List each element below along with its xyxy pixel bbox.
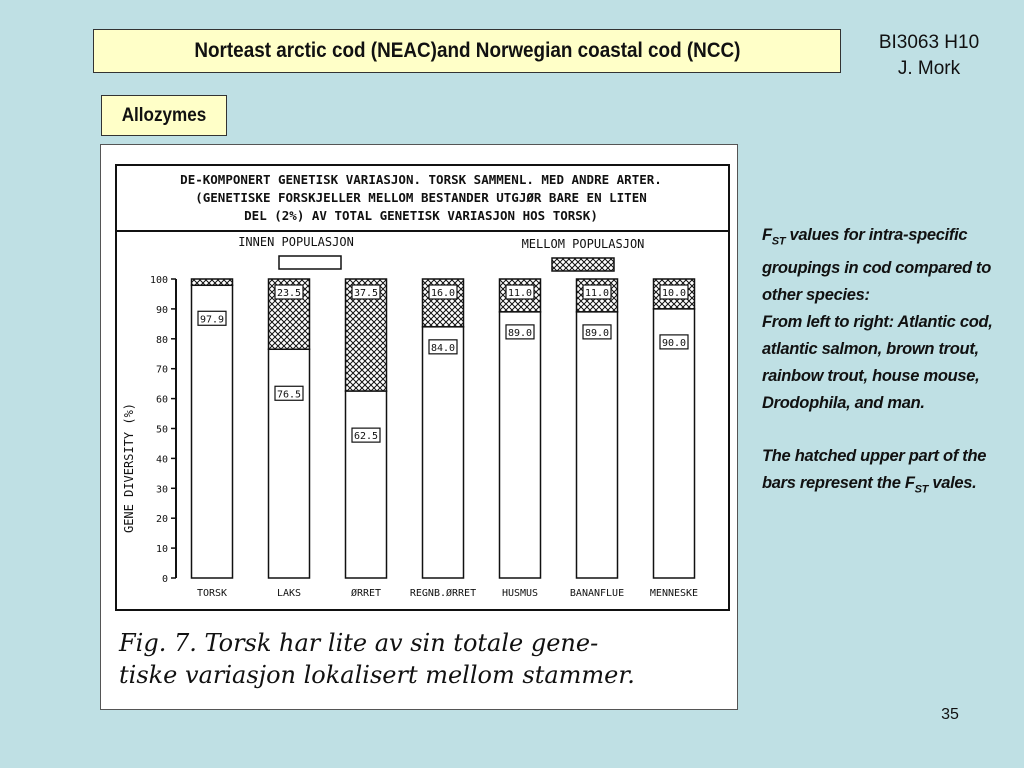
y-axis-label: GENE DIVERSITY (%) (122, 402, 136, 534)
legend-within-swatch (279, 256, 341, 269)
course-code: BI3063 H10 (878, 32, 980, 53)
explanation-text (762, 222, 1014, 504)
figure-header-line-1: DE-KOMPONERT GENETISK VARIASJON. TORSK SAMMENL. MED ANDRE ARTER. (180, 172, 662, 187)
y-tick-label: 10 (155, 544, 168, 556)
x-category-label: TORSK (196, 588, 228, 599)
bar-within-population (577, 312, 618, 578)
value-label-between: 16.0 (430, 288, 456, 299)
explanation-paragraph-1: $F_{ST}$ values for intra-specific groupings in cod compared to other species: (762, 226, 992, 305)
value-label-between: 11.0 (584, 288, 610, 299)
value-label-within: 76.5 (276, 389, 302, 401)
value-label-within: 97.9 (199, 314, 225, 326)
figure-header-line-2: (GENETISKE FORSKJELLER MELLOM BESTANDER UTGJØR BARE EN LITEN (195, 190, 647, 205)
x-category-label: HUSMUS (501, 588, 539, 599)
figure-header-line-3: DEL (2%) AV TOTAL GENETISK VARIASJON HOS TORSK) (244, 208, 598, 223)
explanation-paragraph-3: The hatched upper part of the bars represent the $F_{ST}$ vales. (762, 447, 987, 496)
slide-title: Norteast arctic cod (NEAC)and Norwegian coastal cod (NCC) (193, 39, 741, 62)
y-tick-label: 70 (155, 364, 168, 376)
y-tick-label: 80 (155, 334, 168, 346)
x-category-label: ØRRET (350, 588, 382, 599)
bar-within-population (346, 391, 387, 578)
legend-between-label: MELLOM POPULASJON (521, 237, 645, 251)
y-tick-label: 100 (149, 275, 168, 286)
author-name: J. Mork (897, 58, 961, 79)
bar-within-population (500, 312, 541, 578)
bar-group (192, 279, 699, 599)
bar-between-population (192, 279, 233, 285)
y-tick-label: 20 (155, 514, 168, 526)
topic-tag-box (101, 95, 227, 136)
page-number: 35 (941, 706, 959, 723)
value-label-within: 89.0 (507, 327, 533, 339)
value-label-within: 62.5 (353, 431, 379, 443)
legend-within-label: INNEN POPULASJON (238, 235, 354, 249)
y-tick-label: 90 (155, 304, 168, 316)
value-label-within: 84.0 (430, 342, 456, 354)
value-label-between: 11.0 (507, 288, 533, 299)
x-category-label: LAKS (276, 588, 302, 599)
value-label-between: 37.5 (353, 288, 379, 299)
legend-between-swatch (552, 258, 614, 271)
value-label-between: 10.0 (661, 288, 687, 299)
slide-title-box (93, 29, 841, 73)
figure-caption-line-1: Fig. 7. Torsk har lite av sin totale gene- (119, 629, 599, 657)
explanation-paragraph-2: From left to right: Atlantic cod, atlantic salmon, brown trout, rainbow trout, house mouse, Drodophila, and man. (762, 313, 993, 413)
y-tick-label: 0 (161, 574, 168, 585)
scanned-figure (100, 144, 738, 710)
topic-tag: Allozymes (121, 104, 207, 126)
y-tick-label: 40 (155, 454, 168, 466)
value-label-within: 89.0 (584, 327, 610, 339)
bar-within-population (269, 349, 310, 578)
course-info (858, 30, 1000, 82)
gene-diversity-chart (101, 145, 739, 711)
x-category-label: BANANFLUE (569, 588, 625, 599)
y-tick-label: 30 (155, 484, 168, 496)
bar-within-population (423, 327, 464, 578)
bar-within-population (192, 285, 233, 578)
y-tick-label: 60 (155, 394, 168, 406)
figure-caption-line-2: tiske variasjon lokalisert mellom stammer. (119, 661, 635, 689)
x-category-label: REGNB.ØRRET (409, 588, 477, 599)
y-axis (150, 275, 176, 585)
value-label-between: 23.5 (276, 288, 302, 299)
y-tick-label: 50 (155, 424, 168, 436)
value-label-within: 90.0 (661, 337, 687, 349)
x-category-label: MENNESKE (649, 588, 699, 599)
